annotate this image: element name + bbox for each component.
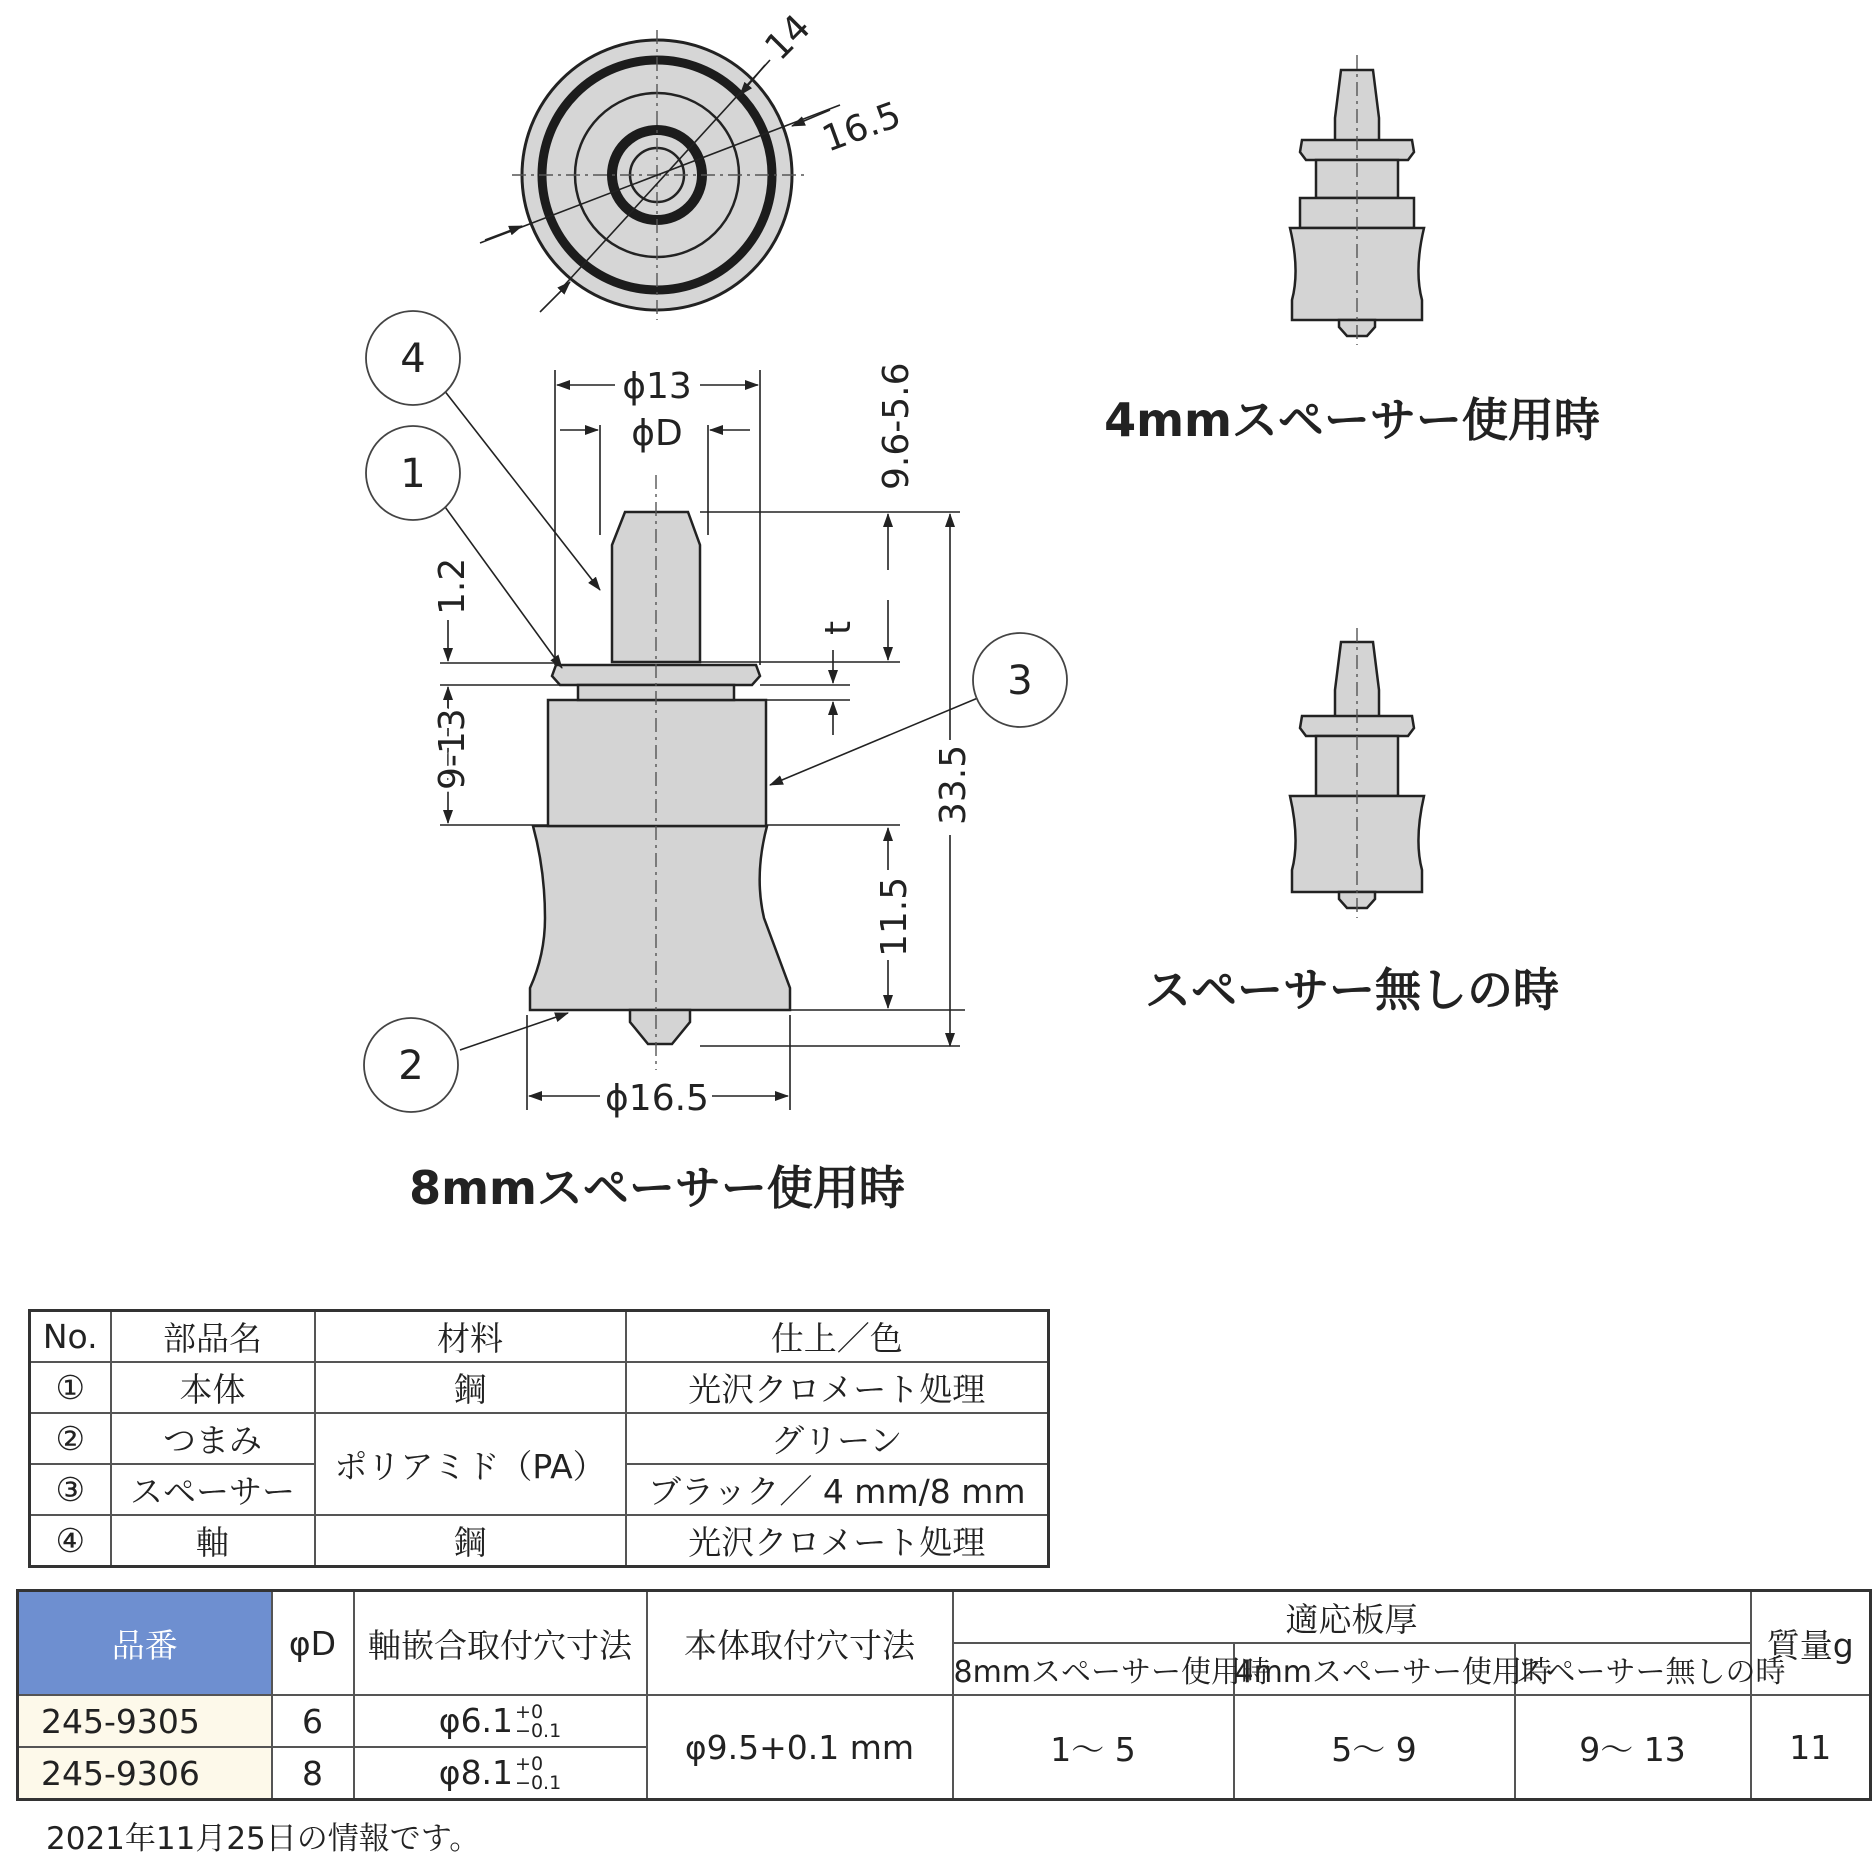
dim-16.5-label: 16.5 xyxy=(817,94,907,161)
header-body-hole: 本体取付穴寸法 xyxy=(647,1591,953,1696)
row-finish: ブラック／ 4 mm/8 mm xyxy=(626,1464,1049,1515)
callout-2: 2 xyxy=(398,1043,424,1089)
dim-33.5-label: 33.5 xyxy=(933,744,974,825)
shaft-hole-nominal: φ8.1 xyxy=(438,1752,514,1792)
callout-4: 4 xyxy=(400,336,426,382)
header-mass: 質量g xyxy=(1751,1591,1871,1696)
dim-9-13-label: 9-13 xyxy=(432,708,473,790)
part-number: 245-9306 xyxy=(18,1747,272,1800)
dim-stroke-label: 9.6-5.6 xyxy=(876,362,917,490)
row-no: ① xyxy=(30,1362,111,1413)
table-row xyxy=(30,1515,1049,1567)
phiD-value: 6 xyxy=(272,1695,354,1747)
t8-value: 1～ 5 xyxy=(953,1695,1234,1800)
dim-phi16.5-label: ϕ16.5 xyxy=(605,1078,709,1119)
row-no: ③ xyxy=(30,1464,111,1515)
table-row xyxy=(30,1362,1049,1413)
top-view xyxy=(480,7,906,320)
shaft-hole-tolerance: +0 −0.1 xyxy=(515,1753,562,1795)
row-no: ② xyxy=(30,1413,111,1464)
header-shaft-hole: 軸嵌合取付穴寸法 xyxy=(354,1591,647,1696)
shaft-tip xyxy=(630,1010,690,1044)
t4-value: 5～ 9 xyxy=(1234,1695,1515,1800)
caption-4mm: 4mmスペーサー使用時 xyxy=(1104,393,1600,447)
row-name: つまみ xyxy=(111,1413,315,1464)
row-finish: 光沢クロメート処理 xyxy=(626,1362,1049,1413)
header-material: 材料 xyxy=(315,1311,626,1363)
main-view xyxy=(364,311,1067,1215)
callout-1: 1 xyxy=(400,451,426,497)
dim-14-label: 14 xyxy=(757,6,819,69)
header-t0: スペーサー無しの時 xyxy=(1515,1643,1751,1695)
phiD-value: 8 xyxy=(272,1747,354,1800)
table-row xyxy=(18,1695,1871,1747)
mass-value: 11 xyxy=(1751,1695,1871,1800)
parts-table xyxy=(28,1309,1050,1568)
body-hole-value: φ9.5+0.1 mm xyxy=(647,1695,953,1800)
caption-no-spacer: スペーサー無しの時 xyxy=(1145,963,1559,1017)
side-view-no-spacer xyxy=(1145,628,1559,1017)
caption-8mm: 8mmスペーサー使用時 xyxy=(409,1161,905,1215)
row-finish: グリーン xyxy=(626,1413,1049,1464)
dim-t-label: t xyxy=(818,620,859,635)
row-finish: 光沢クロメート処理 xyxy=(626,1515,1049,1567)
row-material: ポリアミド（PA） xyxy=(315,1413,626,1515)
header-part-name: 部品名 xyxy=(111,1311,315,1363)
dim-phi13-label: ϕ13 xyxy=(622,366,692,407)
callout-3: 3 xyxy=(1007,658,1033,704)
side-view-4mm xyxy=(1104,55,1600,447)
row-name: 本体 xyxy=(111,1362,315,1413)
part-number: 245-9305 xyxy=(18,1695,272,1747)
row-material: 鋼 xyxy=(315,1362,626,1413)
header-t8: 8mmスペーサー使用時 xyxy=(953,1643,1234,1695)
row-material: 鋼 xyxy=(315,1515,626,1567)
parts-header-row xyxy=(30,1311,1049,1363)
row-name: 軸 xyxy=(111,1515,315,1567)
row-name: スペーサー xyxy=(111,1464,315,1515)
shaft-hole-value xyxy=(354,1695,647,1747)
header-thickness: 適応板厚 xyxy=(953,1591,1751,1644)
header-phiD: φD xyxy=(272,1591,354,1696)
spec-table xyxy=(16,1589,1872,1801)
table-row xyxy=(30,1413,1049,1464)
header-finish: 仕上／色 xyxy=(626,1311,1049,1363)
footnote: 2021年11月25日の情報です。 xyxy=(46,1821,481,1857)
dim-1.2-label: 1.2 xyxy=(432,557,473,615)
knob-grip xyxy=(530,826,790,1010)
spec-header-row xyxy=(18,1591,1871,1644)
row-no: ④ xyxy=(30,1515,111,1567)
header-t4: 4mmスペーサー使用時 xyxy=(1234,1643,1515,1695)
header-part-no: 品番 xyxy=(18,1591,272,1696)
shaft-hole-nominal: φ6.1 xyxy=(438,1700,514,1740)
header-no: No. xyxy=(30,1311,111,1363)
spacer xyxy=(548,700,766,826)
t0-value: 9～ 13 xyxy=(1515,1695,1751,1800)
dim-phiD-label: ϕD xyxy=(631,413,683,454)
shaft-hole-tolerance: +0 −0.1 xyxy=(515,1701,562,1743)
dim-11.5-label: 11.5 xyxy=(874,876,915,957)
shaft-hole-value xyxy=(354,1747,647,1800)
